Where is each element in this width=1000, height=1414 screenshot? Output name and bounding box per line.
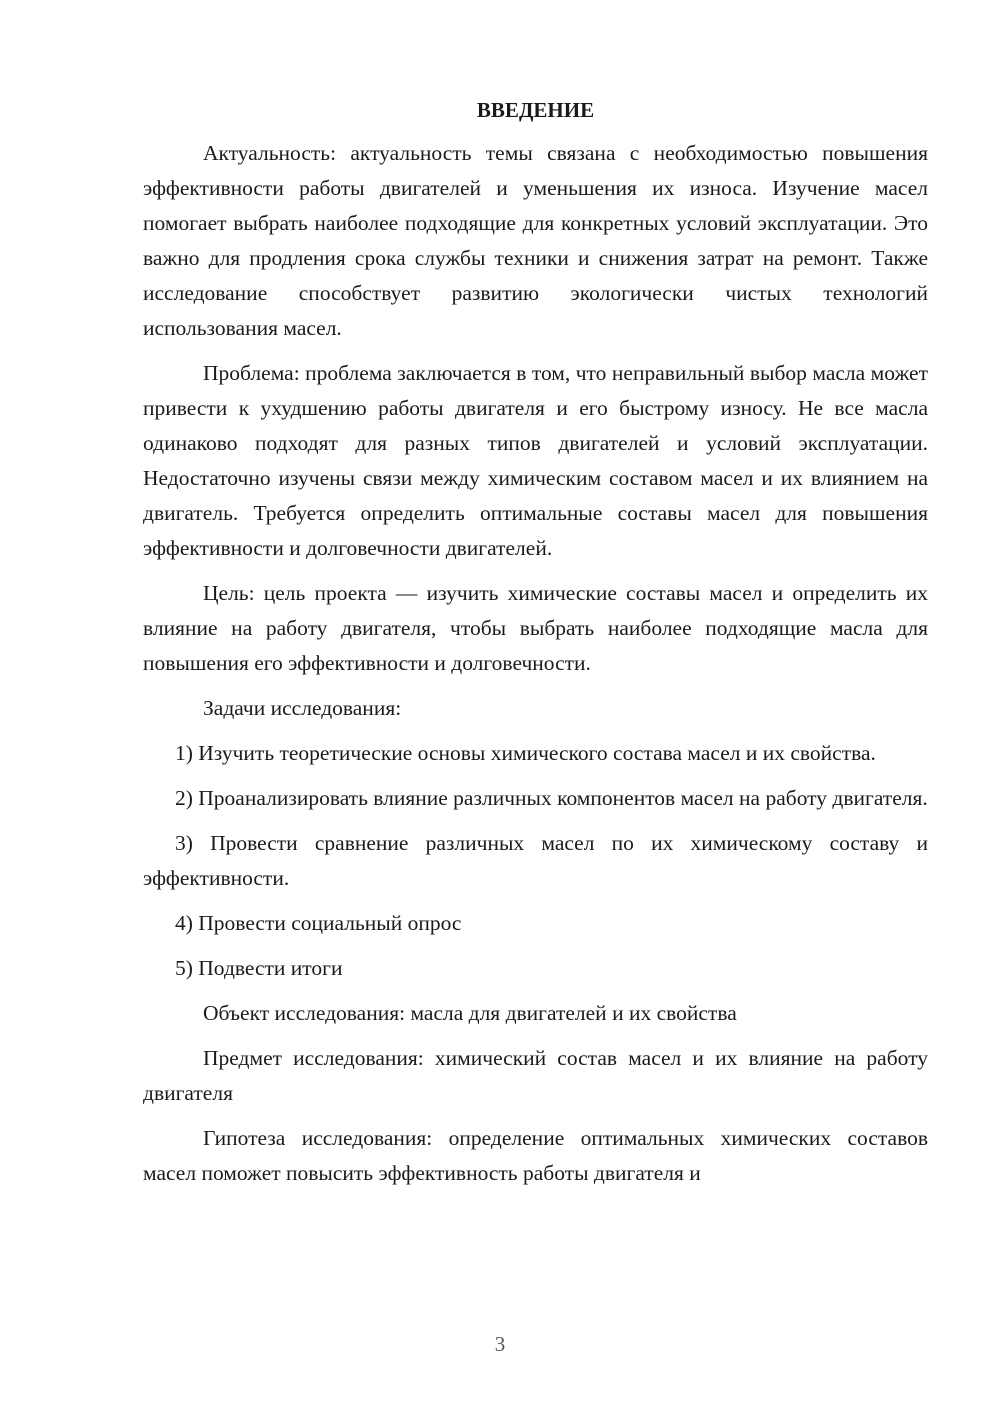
paragraph-tasks-heading: Задачи исследования: [203, 696, 402, 720]
paragraph-relevance: Актуальность: актуальность темы связана с необходимостью повышения эффективности работы двигателей и уменьшения их износа. Изучение масел помогает выбрать наиболее подходящие для конкретных условий эксплуатации. Это важно для продления срока службы техники и снижения затрат на ремонт. Также исследование способствует развитию экологически чистых технологий использования масел. [143, 141, 928, 340]
paragraph-goal: Цель: цель проекта — изучить химические составы масел и определить их влияние на работу двигателя, чтобы выбрать наиболее подходящие масла для повышения его эффективности и долговечности. [143, 581, 928, 675]
paragraph-subject: Предмет исследования: химический состав масел и их влияние на работу двигателя [143, 1046, 928, 1105]
task-item-5: 5) Подвести итоги [175, 956, 343, 980]
task-item-3: 3) Провести сравнение различных масел по их химическому составу и эффективности. [143, 831, 928, 890]
paragraph-object: Объект исследования: масла для двигателей и их свойства [203, 1001, 737, 1025]
task-item-2: 2) Проанализировать влияние различных компонентов масел на работу двигателя. [175, 786, 928, 810]
document-page [143, 90, 928, 1201]
task-item-1: 1) Изучить теоретические основы химического состава масел и их свойства. [175, 741, 876, 765]
paragraph-problem: Проблема: проблема заключается в том, что неправильный выбор масла может привести к ухудшению работы двигателя и его быстрому износу. Не все масла одинаково подходят для разных типов двигателей и условий эксплуатации. Недостаточно изучены связи между химическим составом масел и их влиянием на двигатель. Требуется определить оптимальные составы масел для повышения эффективности и долговечности двигателей. [143, 361, 928, 560]
paragraph-hypothesis: Гипотеза исследования: определение оптимальных химических составов масел поможет повысить эффективность работы двигателя и [143, 1126, 928, 1185]
task-item-4: 4) Провести социальный опрос [175, 911, 462, 935]
page-number: 3 [494, 1332, 506, 1356]
section-title: ВВЕДЕНИЕ [476, 98, 595, 122]
